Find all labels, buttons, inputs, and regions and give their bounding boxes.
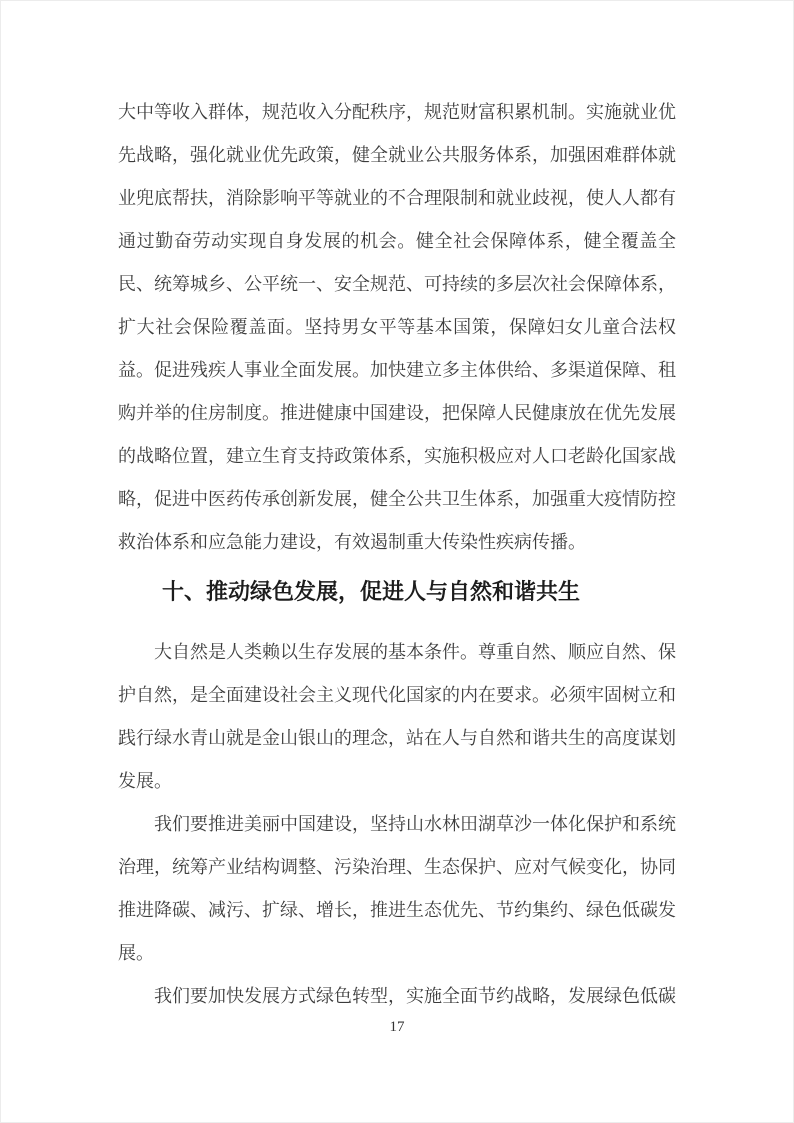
section-heading: 十、推动绿色发展，促进人与自然和谐共生	[162, 579, 581, 604]
paragraph-nature-basis: 大自然是人类赖以生存发展的基本条件。尊重自然、顺应自然、保护自然，是全面建设社会主义现代化国家的内在要求。必须牢固树立和践行绿水青山就是金山银山的理念，站在人与自然和谐共生的高度谋划发展。	[118, 642, 676, 791]
document-body	[118, 91, 676, 1018]
paragraph-green-transition: 我们要加快发展方式绿色转型，实施全面节约战略，发展绿色低碳	[154, 986, 676, 1006]
page-number: 17	[389, 1019, 405, 1035]
continued-paragraph: 大中等收入群体，规范收入分配秩序，规范财富积累机制。实施就业优先战略，强化就业优先政策，健全就业公共服务体系，加强困难群体就业兜底帮扶，消除影响平等就业的不合理限制和就业歧视，使人人都有通过勤奋劳动实现自身发展的机会。健全社会保障体系，健全覆盖全民、统筹城乡、公平统一、安全规范、可持续的多层次社会保障体系，扩大社会保险覆盖面。坚持男女平等基本国策，保障妇女儿童合法权益。促进残疾人事业全面发展。加快建立多主体供给、多渠道保障、租购并举的住房制度。推进健康中国建设，把保障人民健康放在优先发展的战略位置，建立生育支持政策体系，实施积极应对人口老龄化国家战略，促进中医药传承创新发展，健全公共卫生体系，加强重大疫情防控救治体系和应急能力建设，有效遏制重大传染性疾病传播。	[118, 102, 676, 552]
paragraph-beautiful-china: 我们要推进美丽中国建设，坚持山水林田湖草沙一体化保护和系统治理，统筹产业结构调整、污染治理、生态保护、应对气候变化，协同推进降碳、减污、扩绿、增长，推进生态优先、节约集约、绿色低碳发展。	[118, 814, 676, 963]
